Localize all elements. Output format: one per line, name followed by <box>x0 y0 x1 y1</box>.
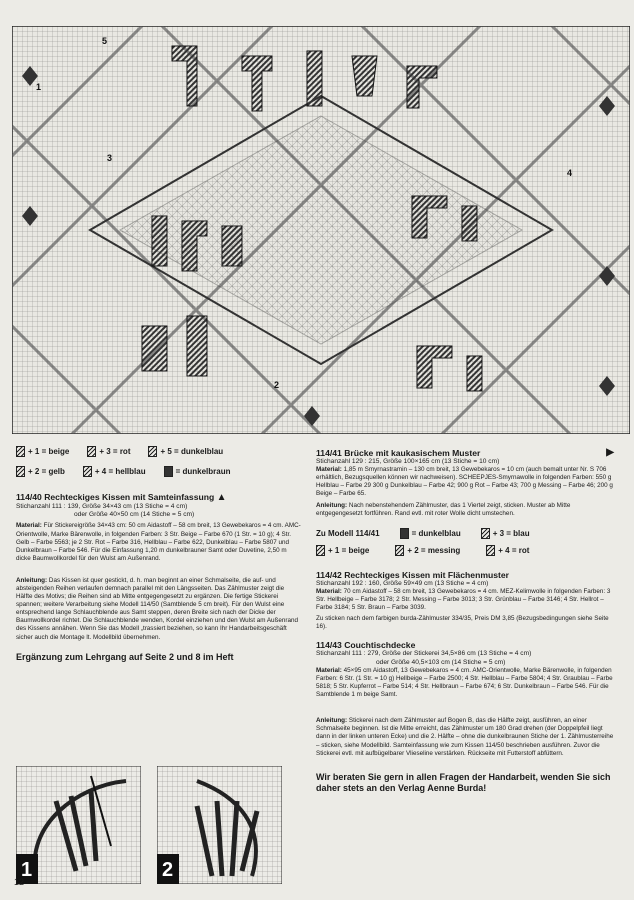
stitch-count: Stichanzahl 129 : 215, Größe 100×165 cm (13 Stiche = 10 cm) <box>316 458 500 465</box>
chart-number: 5 <box>102 36 108 46</box>
legend-item: + 3 = rot <box>87 446 130 457</box>
section-title: 114/40 Rechteckiges Kissen mit Samteinfassung ▲ <box>16 492 227 503</box>
legend-item: = dunkelblau <box>400 528 461 539</box>
legend-item: + 5 = dunkelblau <box>148 446 223 457</box>
stitch-count: oder Größe 40,5×103 cm (14 Stiche = 5 cm) <box>376 658 506 666</box>
legend-item: + 4 = hellblau <box>83 466 146 477</box>
material-text: Material: 1,85 m Smyrnastramin – 130 cm breit, 13 Gewebekaros = 10 cm (auch bemalt unter Nr. S 706 erhältlich, Bezugsquellen können wir nachweisen). SCHEEPJES-Smyrnawolle in folgenden Farben: 550 g Hellblau – Farbe 29 300 g Dunkelblau – Farbe 42; 900 g Rot – Farbe 43; 700 g Messing – Farbe 46; 200 g Beige – Farbe 65. <box>316 466 613 498</box>
instruction-text: Anleitung: Stickerei nach dem Zählmuster auf Bogen B, das die Hälfte zeigt, ausführen, an einer Schmalseite beginnen. Ist die Mitte erreicht, das Zählmuster um 180 Grad drehen (der Doppelpfeil liegt dann in der linken unteren Ecke) und die 2. Hälfte – ohne die dunkelbraunen Stiche der 1. Zählmusterreihe – sticken, siehe Modellbild. Samteinfassung wie zum Kissen 114/50 beschrieben ausführen. Zuvor die Stickerei evtl. mit aufbügelbarer Vlieseline verstärken. Rückseite mit Futterstoff abfüttern. <box>316 717 614 757</box>
instruction-text: Anleitung: Das Kissen ist quer gestickt, d. h. man beginnt an einer Schmalseite, die auf- und absteigenden Reihen verlaufen demnach parallel mit den Längsseiten. Das Zählmuster zeigt die Hälfte des Motivs; die Reihen sind ab Mitte entgegengesetzt zu ergänzen. Die fertige Stickerei spannen; weitere Verarbeitung siehe Modell 114/50 (Samtblende 5 cm breit). Für den Wulst eine entsprechend lange Schlauchblende aus Samt steppen, deren Breite sich nach der Dicke der Baumwollkordel richtet. Die Schlauchblende wenden, Kordel einziehen und den Wulst am Außenrand des Kissens annähen. Wenn Sie das Modell „trassiert beziehen, so kann Ihr Handarbeitsgeschäft sicher auch die Montage lt. Modellbild übernehmen. <box>16 576 299 641</box>
stitch-count: Stichanzahl 111 : 279, Größe der Stickerei 34,5×86 cm (13 Stiche = 4 cm) <box>316 650 532 658</box>
legend-item: + 1 = beige <box>16 446 69 457</box>
closing-note: Wir beraten Sie gern in allen Fragen der Handarbeit, wenden Sie sich daher stets an den Verlag Aenne Burda! <box>316 771 611 793</box>
material-text: Material: 45×95 cm Aidastoff, 13 Gewebekaros = 4 cm. AMC-Orientwolle, Marke Bärenwolle, in folgenden Farben: 6 Str. (1 Str. = 10 g) Hellbeige – Farbe 2500; 4 Str. Hellblau – Farbe 5804; 4 Str. Graublau – Farbe 5818; 5 Str. Kupferrot – Farbe 514; 4 Str. Hellbraun – Farbe 674; 6 Str. Dunkelbraun – Farbe 546. Für die Samtblende 1 m beige Samt. <box>316 666 613 699</box>
left-column <box>16 492 301 662</box>
figure-label: 1 <box>21 859 33 881</box>
section-title: 114/42 Rechteckiges Kissen mit Flächenmuster <box>316 569 509 580</box>
legend-item: + 2 = messing <box>395 545 460 556</box>
legend-item: + 4 = rot <box>486 545 529 556</box>
legend-title: Zu Modell 114/41 <box>316 528 380 538</box>
instruction-text: Anleitung: Nach nebenstehendem Zählmuster, das 1 Viertel zeigt, sticken. Muster ab Mitte entgegengesetzt fortführen. Rand evtl. mit roter Wolle dicht umstechen. <box>316 501 571 517</box>
chart-number: 3 <box>107 153 113 163</box>
stitch-count: Stichanzahl 111 : 139, Größe 34×43 cm (13 Stiche = 4 cm) <box>16 503 188 510</box>
legend-item: + 2 = gelb <box>16 466 65 477</box>
illustration-1 <box>14 766 141 887</box>
section-title: 114/41 Brücke mit kaukasischem Muster ▶ <box>316 447 614 458</box>
chart-number: 2 <box>274 380 280 390</box>
figure-label: 2 <box>162 859 174 881</box>
section-title: 114/43 Couchtischdecke <box>316 640 416 651</box>
page-number: 12 <box>14 877 25 887</box>
color-legend <box>16 446 301 477</box>
right-column <box>316 448 614 803</box>
instruction-text: Zu sticken nach dem farbigen burda-Zählmuster 334/35, Preis DM 3,85 (Bezugsbedingungen siehe Seite 16). <box>316 615 609 631</box>
legend-41-row2 <box>316 545 614 556</box>
stitch-pattern-chart <box>12 26 630 434</box>
supplement-title: Ergänzung zum Lehrgang auf Seite 2 und 8 im Heft <box>16 651 234 662</box>
legend-41-row1 <box>316 528 614 539</box>
material-text: Material: 70 cm Aidastoff – 58 cm breit, 13 Gewebekaros = 4 cm. MEZ-Kelimwolle in folgenden Farben: 3 Str. Hellbeige – Farbe 3178; 2 Str. Messing – Farbe 3013; 3 Str. Grünblau – Farbe 3146; 4 Str. Hellrot – Farbe 3184; 5 Str. Braun – Farbe 3039. <box>316 587 611 612</box>
legend-item: = dunkelbraun <box>164 466 231 477</box>
illustration-2 <box>157 766 282 884</box>
stitch-count: Stichanzahl 192 : 160, Größe 59×49 cm (13 Stiche = 4 cm) <box>316 579 489 587</box>
material-text: Material: Für Stickereigröße 34×43 cm: 50 cm Aidastoff – 58 cm breit, 13 Gewebekaros = 4 cm. AMC-Orientwolle, Marke Bärenwolle, in folgenden Farben: 3 Str. Beige – Farbe 670 (1 Str. = 10 g); 4 Str. Gelb – Farbe 5563; je 2 Str. Rot – Farbe 316, Hellblau – Farbe 622, Dunkelblau – Farbe 5807 und Dunkelbraun – Farbe 546. Für die Einfassung 1,20 m dunkelbrauner Samt oder Duvetine, 2,50 m dicke Baumwollkordel für den Wulst am Außenrand. <box>16 522 301 562</box>
chart-number: 1 <box>36 82 42 92</box>
chart-number: 4 <box>567 168 573 178</box>
stitch-count: oder Größe 40×50 cm (14 Stiche = 5 cm) <box>74 511 195 519</box>
legend-item: + 3 = blau <box>481 528 530 539</box>
legend-item: + 1 = beige <box>316 545 369 556</box>
